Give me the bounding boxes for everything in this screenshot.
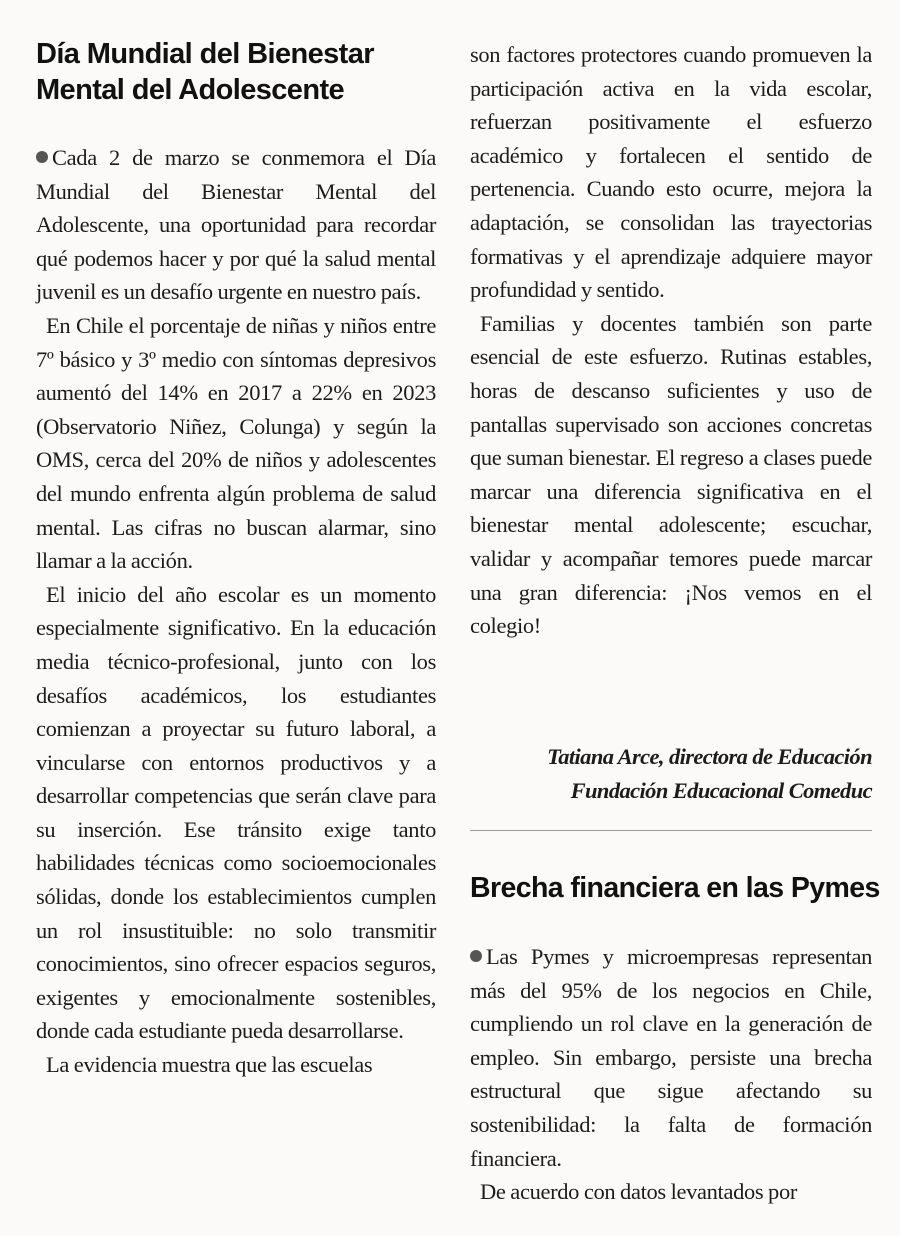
bullet-icon bbox=[470, 950, 482, 962]
paragraph-1: Cada 2 de marzo se conmemora el Día Mundial del Bienestar Mental del Adolescente, una oportunidad para recordar qué podemos hacer y por qué la salud mental juvenil es un desafío urgente en nuestro país. bbox=[36, 145, 436, 305]
title-line-1: Día Mundial del Bienestar bbox=[36, 38, 374, 70]
paragraph-5: son factores protectores cuando promueven la participación activa en la vida escolar, refuerzan positivamente el esfuerzo académico y fortalecen el sentido de pertenencia. Cuando esto ocurre, mejora la adaptación, se consolidan las trayectorias formativas y el aprendizaje adquiere mayor profundidad y sentido. bbox=[470, 42, 872, 303]
article-body-pymes bbox=[470, 940, 872, 1209]
article-title-pymes: Brecha financiera en las Pymes bbox=[470, 872, 880, 904]
section-divider bbox=[470, 830, 872, 831]
paragraph-2: En Chile el porcentaje de niñas y niños entre 7º básico y 3º medio con síntomas depresivos aumentó del 14% en 2017 a 22% en 2023 (Observatorio Niñez, Colunga) y según la OMS, cerca del 20% de niños y adolescentes del mundo enfrenta algún problema de salud mental. Las cifras no buscan alarmar, sino llamar a la acción. bbox=[36, 312, 436, 574]
paragraph-8: De acuerdo con datos levantados por bbox=[480, 1179, 798, 1205]
article-title-bienestar bbox=[36, 36, 436, 108]
signature-line-1: Tatiana Arce, directora de Educación bbox=[547, 744, 872, 769]
paragraph-3: El inicio del año escolar es un momento especialmente significativo. En la educación media técnico-profesional, junto con los desafíos académicos, los estudiantes comienzan a proyectar su futuro laboral, a vincularse con entornos productivos y a desarrollar competencias que serán clave para su inserción. Ese tránsito exige tanto habilidades técnicas como socioemocionales sólidas, donde los establecimientos cumplen un rol insustituible: no solo transmitir conocimientos, sino ofrecer espacios seguros, exigentes y emocionalmente sostenibles, donde cada estudiante pueda desarrollarse. bbox=[36, 581, 436, 1044]
paragraph-4: La evidencia muestra que las escuelas bbox=[46, 1052, 373, 1078]
article-body-bienestar bbox=[36, 141, 436, 1082]
article-body-continuation bbox=[470, 38, 872, 643]
title-line-2: Mental del Adolescente bbox=[36, 74, 345, 106]
bullet-icon bbox=[36, 151, 48, 163]
paragraph-7: Las Pymes y microempresas representan más del 95% de los negocios en Chile, cumpliendo un rol clave en la generación de empleo. Sin embargo, persiste una brecha estructural que sigue afectando su sostenibilidad: la falta de formación financiera. bbox=[470, 944, 872, 1171]
signature-line-2: Fundación Educacional Comeduc bbox=[570, 778, 872, 803]
author-signature bbox=[547, 740, 872, 808]
paragraph-6: Familias y docentes también son parte esencial de este esfuerzo. Rutinas estables, horas de descanso suficientes y uso de pantallas supervisado son acciones concretas que suman bienestar. El regreso a clases puede marcar una diferencia significativa en el bienestar mental adolescente; escuchar, validar y acompañar temores puede marcar una gran diferencia: ¡Nos vemos en el colegio! bbox=[470, 310, 872, 639]
